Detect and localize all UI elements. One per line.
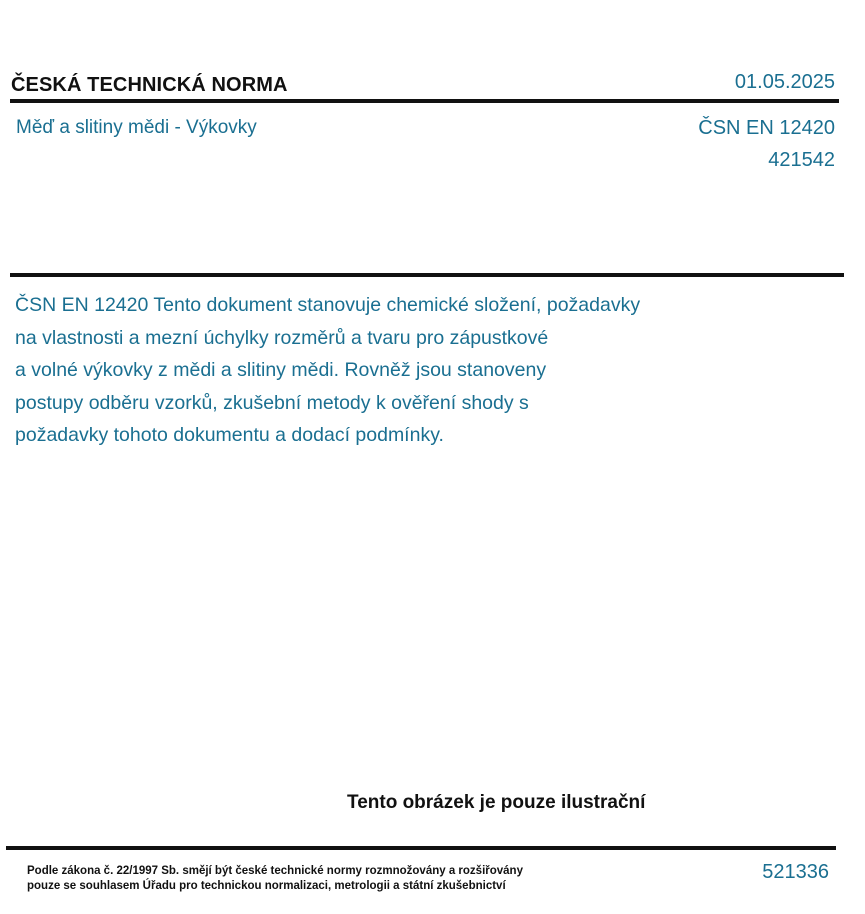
classification-code: 421542 [768,149,835,171]
publication-date: 01.05.2025 [734,71,835,93]
illustration-note: Tento obrázek je pouze ilustrační [347,792,646,813]
header-divider [10,99,839,103]
footer-divider [6,846,836,850]
document-number: 521336 [762,861,829,883]
norm-title: ČESKÁ TECHNICKÁ NORMA [11,74,288,96]
document-abstract: ČSN EN 12420 Tento dokument stanovuje chemické složení, požadavky na vlastnosti a mezní úchylky rozměrů a tvaru pro zápustkové a volné výkovky z mědi a slitiny mědi. Rovněž jsou stanoveny postupy odběru vzorků, zkušební metody k ověření shody s požadavky tohoto dokumentu a dodací podmínky. [15,294,641,446]
document-title: Měď a slitiny mědi - Výkovky [16,117,257,138]
standard-code: ČSN EN 12420 [698,117,835,139]
section-divider [10,273,844,277]
legal-notice-line-2: pouze se souhlasem Úřadu pro technickou normalizaci, metrologii a státní zkušebnictví [27,880,506,892]
legal-notice-line-1: Podle zákona č. 22/1997 Sb. smějí být české technické normy rozmnožovány a rozšiřovány [27,865,523,877]
legal-notice [27,864,523,894]
